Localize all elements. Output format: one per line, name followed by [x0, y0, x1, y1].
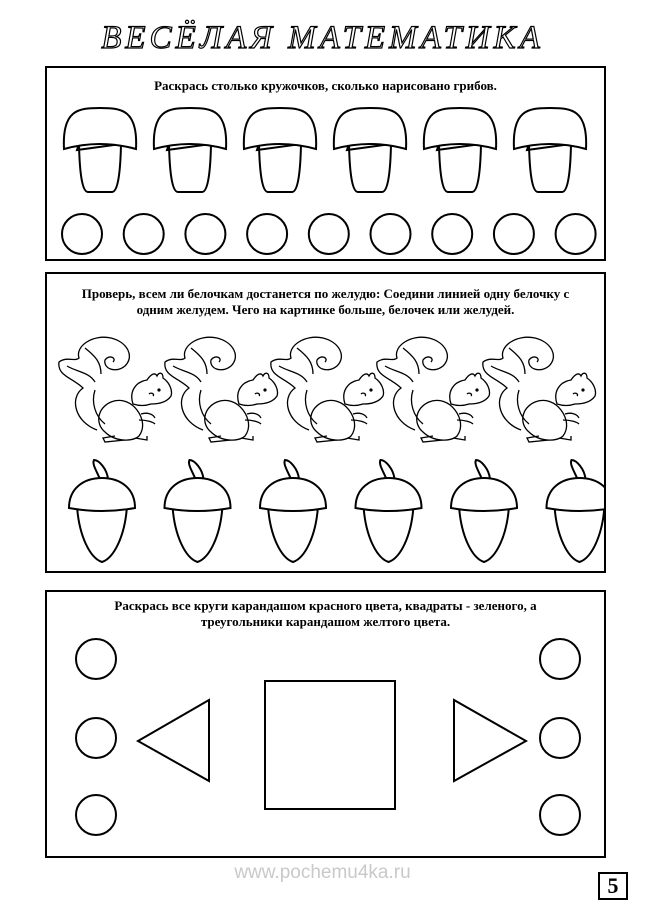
shape-circle[interactable] [540, 639, 580, 679]
mushroom-icon [334, 108, 406, 192]
task3-instruction-line2: треугольники карандашом желтого цвета. [200, 614, 451, 629]
task2-instruction-line2: одним желудем. Чего на картинке больше, белочек или желудей. [136, 302, 515, 317]
squirrel-icon [165, 337, 278, 442]
mushroom-icon [424, 108, 496, 192]
page-title: ВЕСЁЛАЯ МАТЕМАТИКА [101, 20, 544, 56]
color-circle[interactable] [494, 214, 534, 254]
shape-circle[interactable] [540, 718, 580, 758]
mushroom-icon [154, 108, 226, 192]
color-circle[interactable] [371, 214, 411, 254]
page-number: 5 [598, 872, 628, 900]
shape-square[interactable] [265, 681, 395, 809]
shape-circle[interactable] [76, 795, 116, 835]
acorn-icon [260, 460, 326, 562]
task2-drawing [47, 274, 604, 571]
color-circle[interactable] [124, 214, 164, 254]
shape-circle[interactable] [540, 795, 580, 835]
squirrel-icon [59, 337, 172, 442]
task3-instruction-line1: Раскрась все круги карандашом красного цвета, квадраты - зеленого, а [114, 598, 537, 613]
shape-circle[interactable] [76, 639, 116, 679]
shape-circle[interactable] [76, 718, 116, 758]
mushroom-icon [244, 108, 316, 192]
color-circle[interactable] [432, 214, 472, 254]
squirrel-icon [271, 337, 384, 442]
mushroom-icon [64, 108, 136, 192]
task1-drawing [47, 68, 604, 259]
task-squirrels-panel [45, 272, 606, 573]
mushroom-icon [514, 108, 586, 192]
color-circle[interactable] [185, 214, 225, 254]
task3-drawing [47, 592, 604, 856]
color-circle[interactable] [62, 214, 102, 254]
watermark: www.pochemu4ka.ru [234, 862, 411, 883]
shape-triangle[interactable] [138, 700, 209, 781]
acorn-icon [356, 460, 422, 562]
color-circle[interactable] [309, 214, 349, 254]
acorn-icon [165, 460, 231, 562]
squirrel-icon [483, 337, 596, 442]
task-mushrooms-panel [45, 66, 606, 261]
squirrel-icon [377, 337, 490, 442]
task1-instruction: Раскрась столько кружочков, сколько нарисовано грибов. [154, 78, 497, 93]
color-circle[interactable] [556, 214, 596, 254]
acorn-icon [547, 460, 605, 562]
acorn-icon [69, 460, 135, 562]
shape-triangle[interactable] [454, 700, 526, 781]
task2-instruction-line1: Проверь, всем ли белочкам достанется по желудю: Соедини линией одну белочку с [81, 286, 570, 301]
acorn-icon [451, 460, 517, 562]
task-shapes-panel [45, 590, 606, 858]
color-circle[interactable] [247, 214, 287, 254]
